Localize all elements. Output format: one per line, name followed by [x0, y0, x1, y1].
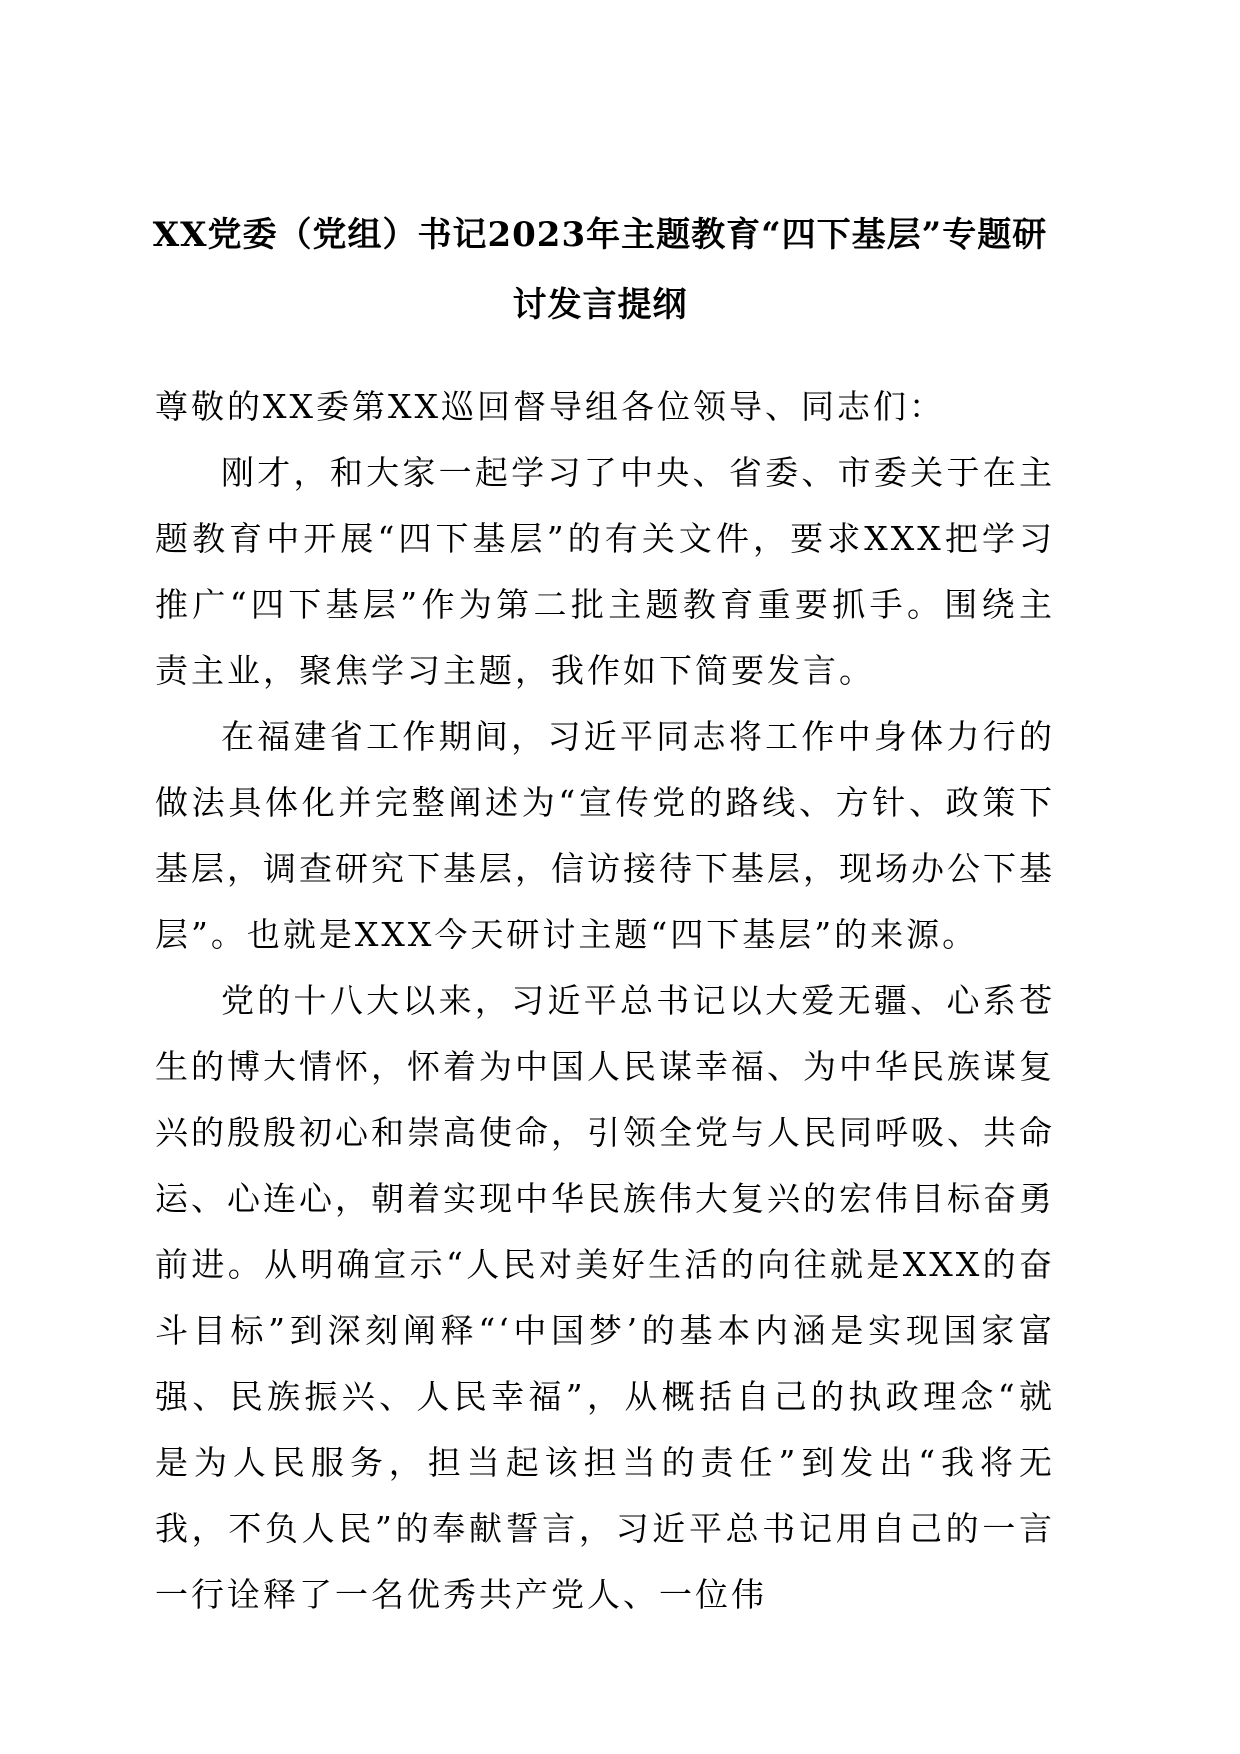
document-title: XX党委（党组）书记2023年主题教育“四下基层”专题研讨发言提纲 [152, 215, 1048, 325]
document-body [155, 374, 1055, 1628]
paragraph: 在福建省工作期间，习近平同志将工作中身体力行的做法具体化并完整阐述为“宣传党的路线、方针、政策下基层，调查研究下基层，信访接待下基层，现场办公下基层”。也就是XXX今天研讨主题“四下基层”的来源。 [155, 717, 1055, 954]
paragraph: 党的十八大以来，习近平总书记以大爱无疆、心系苍生的博大情怀，怀着为中国人民谋幸福、为中华民族谋复兴的殷殷初心和崇高使命，引领全党与人民同呼吸、共命运、心连心，朝着实现中华民族伟大复兴的宏伟目标奋勇前进。从明确宣示“人民对美好生活的向往就是XXX的奋斗目标”到深刻阐释“‘中国梦’的基本内涵是实现国家富强、民族振兴、人民幸福”，从概括自己的执政理念“就是为人民服务，担当起该担当的责任”到发出“我将无我，不负人民”的奉献誓言，习近平总书记用自己的一言一行诠释了一名优秀共产党人、一位伟 [155, 981, 1055, 1614]
salutation: 尊敬的XX委第XX巡回督导组各位领导、同志们： [155, 387, 945, 426]
paragraph: 刚才，和大家一起学习了中央、省委、市委关于在主题教育中开展“四下基层”的有关文件，要求XXX把学习推广“四下基层”作为第二批主题教育重要抓手。围绕主责主业，聚焦学习主题，我作如下简要发言。 [155, 453, 1055, 690]
